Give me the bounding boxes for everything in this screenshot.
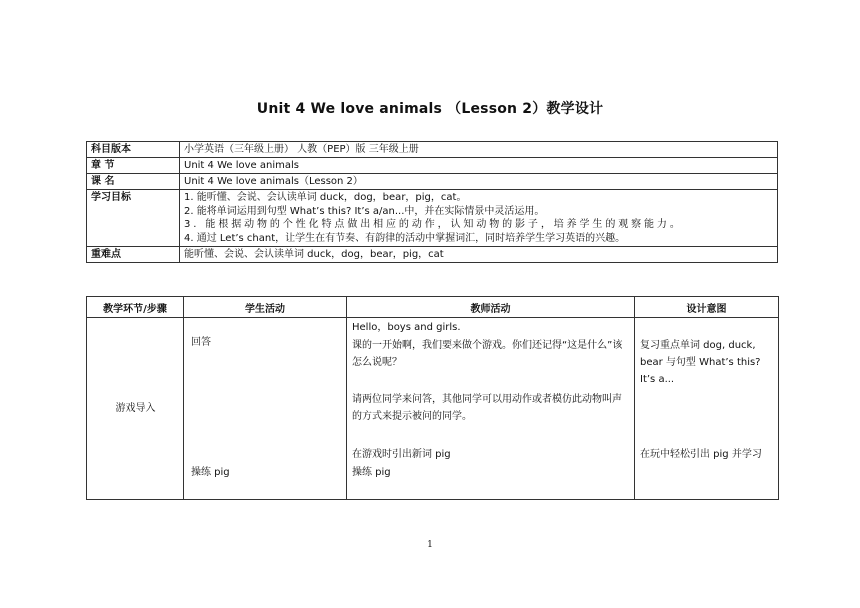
teacher-new-word: 在游戏时引出新词 pig (352, 449, 451, 460)
goal-item: 1. 能听懂、会说、会认读单词 duck，dog，bear，pig，cat。 (184, 192, 467, 203)
lesson-info-table (86, 141, 778, 263)
goals-label: 学习目标 (87, 190, 180, 247)
chapter-row (87, 158, 778, 174)
stage-cell (87, 318, 184, 500)
subject-value: 小学英语（三年级上册） 人教（PEP）版 三年级上册 (180, 142, 778, 158)
student-answer: 回答 (191, 337, 211, 348)
teacher-practice: 操练 pig (352, 467, 391, 478)
header-design-intent: 设计意图 (635, 297, 779, 318)
activity-row (87, 318, 779, 500)
intent-review: 复习重点单词 dog, duck, bear 与句型 What’s this? It’s a... (640, 340, 761, 385)
goals-list (180, 190, 778, 247)
lesson-row (87, 174, 778, 190)
header-student-activity: 学生活动 (184, 297, 347, 318)
subject-row (87, 142, 778, 158)
lesson-label: 课 名 (87, 174, 180, 190)
teacher-activity-cell (347, 318, 635, 500)
lesson-value: Unit 4 We love animals（Lesson 2） (180, 174, 778, 190)
key-points-value: 能听懂、会说、会认读单词 duck，dog，bear，pig，cat (180, 247, 778, 263)
header-teacher-activity: 教师活动 (347, 297, 635, 318)
goal-item: 2. 能将单词运用到句型 What’s this? It’s a/an...中，并在实际情景中灵活运用。 (184, 205, 545, 217)
design-intent-cell (635, 318, 779, 500)
goal-item: 4. 通过 Let’s chant，让学生在有节奏、有韵律的活动中掌握词汇，同时培养学生学习英语的兴趣。 (184, 232, 626, 244)
document-title: Unit 4 We love animals （Lesson 2）教学设计 (256, 101, 604, 117)
goal-item: 3. 能根据动物的个性化特点做出相应的动作，认知动物的影子，培养学生的观察能力。 (184, 219, 683, 230)
student-practice: 操练 pig (191, 467, 230, 478)
student-activity-cell (184, 318, 347, 500)
teacher-greeting: Hello，boys and girls. (352, 322, 461, 333)
key-points-row (87, 247, 778, 263)
teacher-intro: 课的一开始啊，我们要来做个游戏。你们还记得“这是什么”该怎么说呢？ (352, 340, 623, 368)
activity-table (86, 296, 779, 500)
subject-label: 科目版本 (87, 142, 180, 158)
page-number: 1 (427, 540, 433, 550)
activity-header-row (87, 297, 779, 318)
goals-row (87, 190, 778, 247)
chapter-value: Unit 4 We love animals (180, 158, 778, 174)
intent-introduce: 在玩中轻松引出 pig 并学习 (640, 449, 762, 460)
stage-name: 游戏导入 (115, 403, 156, 414)
key-points-label: 重难点 (87, 247, 180, 263)
chapter-label: 章 节 (87, 158, 180, 174)
header-stage: 教学环节/步骤 (87, 297, 184, 318)
teacher-invite: 请两位同学来问答，其他同学可以用动作或者模仿此动物叫声的方式来提示被问的同学。 (352, 394, 622, 422)
